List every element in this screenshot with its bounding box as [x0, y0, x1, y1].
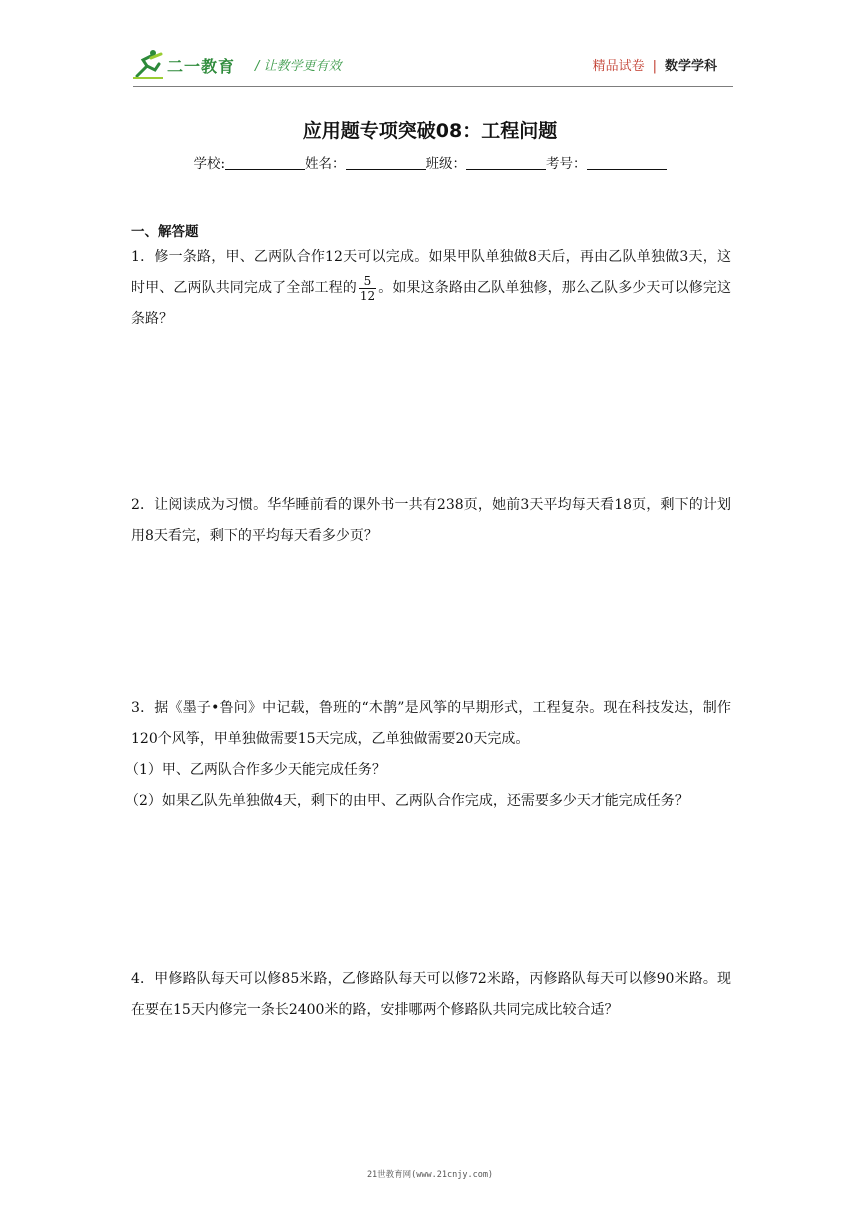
class-blank[interactable]	[466, 156, 546, 170]
question-2: 2．让阅读成为习惯。华华睡前看的课外书一共有238页，她前3天平均每天看18页，剩下的计划用8天看完，剩下的平均每天看多少页？	[131, 497, 731, 544]
question-1	[131, 242, 731, 335]
q3-sub-1: （1）甲、乙两队合作多少天能完成任务？	[125, 762, 386, 778]
question-4: 4．甲修路队每天可以修85米路，乙修路队每天可以修72米路，丙修路队每天可以修90米路。现在要在15天内修完一条长2400米的路，安排哪两个修路队共同完成比较合适？	[131, 971, 731, 1018]
page-header	[133, 40, 733, 86]
q3-text: 3．据《墨子•鲁问》中记载，鲁班的“木鹊”是风筝的早期形式，工程复杂。现在科技发达，制作120个风筝，甲单独做需要15天完成，乙单独做需要20天完成。	[131, 700, 731, 747]
q1-text-2: 。如果这条路由乙队单独修，那么乙队多少天可以修完这条路？	[131, 280, 732, 327]
name-blank[interactable]	[346, 156, 426, 170]
q1-fraction	[359, 274, 376, 303]
school-label: 学校:	[193, 156, 226, 172]
exam-no-label: 考号：	[546, 156, 587, 172]
question-3	[125, 693, 731, 817]
school-blank[interactable]	[225, 156, 305, 170]
q1-frac-numerator: 5	[359, 274, 376, 289]
name-label: 姓名：	[305, 156, 346, 172]
q1-text-1: 1．修一条路，甲、乙两队合作12天可以完成。如果甲队单独做8天后，再由乙队单独做3天，这时甲、乙两队共同完成了全部工程的	[131, 249, 731, 296]
header-tags	[593, 55, 717, 74]
page-title: 应用题专项突破08：工程问题	[302, 120, 558, 142]
logo-text: 二一教育	[167, 57, 236, 76]
tag-premium-paper: 精品试卷	[592, 59, 645, 74]
class-label: 班级：	[425, 156, 467, 172]
section-heading: 一、解答题	[131, 224, 199, 240]
header-divider	[133, 86, 733, 87]
tag-subject: 数学学科	[664, 59, 717, 74]
slogan: / 让教学更有效	[255, 59, 342, 74]
q1-frac-denominator: 12	[359, 288, 376, 303]
page-footer: 21世教育网(www.21cnjy.com)	[366, 1170, 494, 1180]
student-info-line	[0, 152, 860, 172]
q3-sub-2: （2）如果乙队先单独做4天，剩下的由甲、乙两队合作完成，还需要多少天才能完成任务？	[125, 793, 689, 809]
exam-no-blank[interactable]	[587, 156, 667, 170]
tag-separator: |	[652, 59, 657, 74]
